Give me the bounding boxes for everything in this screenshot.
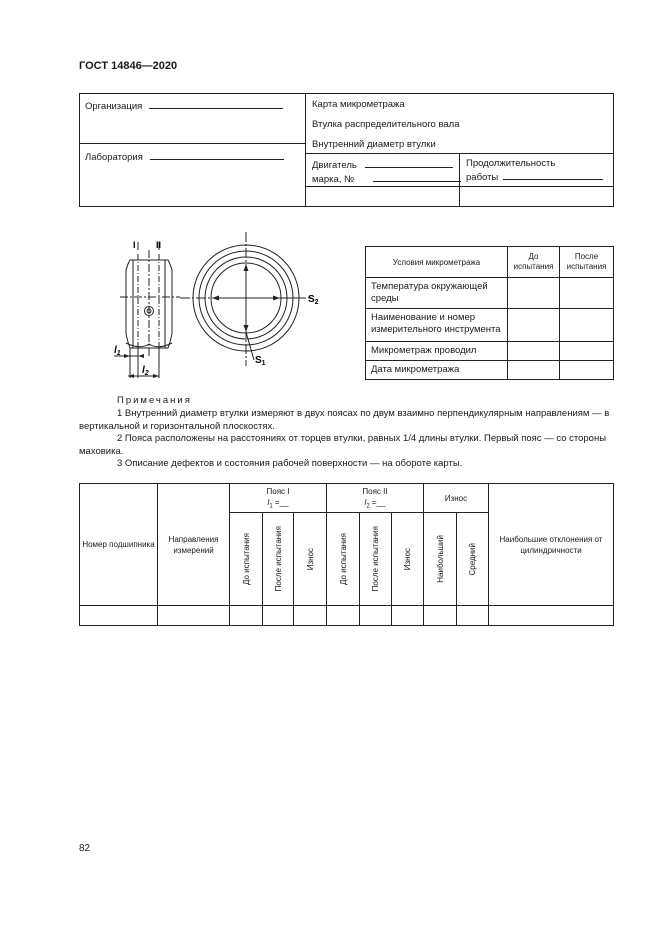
max-deviation-header: Наибольшие отклонения от цилиндричности	[499, 534, 603, 555]
zone-2-distance: $l_2$ =__	[364, 498, 386, 510]
bushing-drawing	[100, 232, 319, 392]
note-item: 2 Пояса расположены на расстояниях от торцев втулки, равных 1/4 длины втулки. Первый пояс — со стороны маховика.	[79, 433, 607, 457]
before-test-header: До испытания	[513, 252, 554, 271]
laboratory-label: Лаборатория	[85, 152, 143, 163]
notes-list	[79, 408, 619, 471]
zone-2-before-header: До испытания	[338, 533, 348, 585]
engine-label: Двигатель	[312, 160, 357, 171]
engine-label-2: марка, №	[312, 174, 355, 185]
measured-parameter: Внутренний диаметр втулки	[312, 139, 436, 150]
after-test-header: После испытания	[566, 252, 607, 271]
organization-field[interactable]	[85, 99, 283, 112]
engine-field[interactable]	[312, 158, 461, 186]
zone-II-label: II	[156, 240, 162, 250]
condition-row: Наименование и номер измерительного инструмента	[371, 312, 501, 335]
largest-wear-header: Наибольший	[435, 535, 445, 583]
direction-header: Направления измерений	[168, 534, 219, 555]
note-item: 1 Внутренний диаметр втулки измеряют в двух поясах по двум взаимно перпендикулярным направлениям — в вертикальной и горизонтальной плоскостях.	[79, 408, 610, 432]
notes-title: Примечания	[117, 395, 192, 406]
zone-2-wear-header: Износ	[403, 547, 412, 571]
zone-1-wear-header: Износ	[305, 547, 315, 571]
bearing-number-header: Номер подшипника	[82, 540, 155, 549]
document-header: ГОСТ 14846—2020	[79, 60, 178, 72]
zone-2-header: Пояс II	[362, 487, 388, 496]
conditions-header: Условия микрометража	[392, 257, 481, 267]
page-number: 82	[79, 843, 91, 854]
zone-1-after-header: После испытания	[273, 526, 283, 592]
duration-label: Продолжительность	[466, 158, 556, 169]
duration-label-2: работы	[466, 172, 499, 183]
section-S2-label: $S_2$	[308, 294, 319, 306]
zone-1-distance: $l_1$ =__	[267, 498, 289, 510]
condition-row: Дата микрометража	[371, 364, 460, 375]
condition-row: Микрометраж проводил	[371, 345, 477, 356]
condition-row: Температура окружающей среды	[371, 281, 488, 304]
wear-header: Износ	[444, 493, 468, 503]
card-title: Карта микрометража	[312, 99, 405, 110]
zone-2-after-header: После испытания	[371, 526, 380, 592]
laboratory-field[interactable]	[85, 150, 284, 163]
zone-I-label: I	[133, 240, 136, 250]
note-item: 3 Описание дефектов и состояния рабочей поверхности — на обороте карты.	[117, 458, 463, 469]
average-wear-header: Средний	[468, 542, 477, 576]
item-name: Втулка распределительного вала	[312, 119, 460, 130]
dim-l2-label: $l_2$	[142, 365, 149, 377]
zone-1-before-header: До испытания	[241, 533, 251, 585]
section-S1-label: $S_1$	[255, 355, 266, 367]
zone-1-header: Пояс I	[266, 487, 290, 496]
organization-label: Организация	[85, 101, 143, 112]
dim-l1-label: $l_1$	[114, 345, 121, 357]
duration-field[interactable]	[466, 158, 603, 184]
